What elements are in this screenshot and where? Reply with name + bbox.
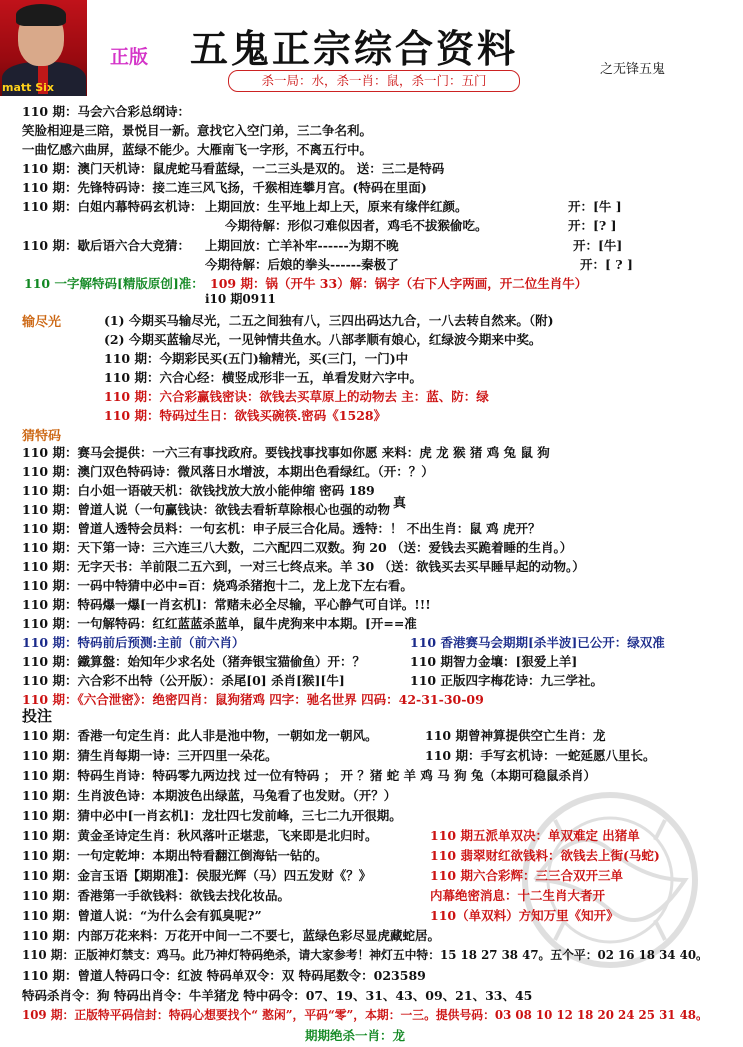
section-label-bet: 投注	[22, 707, 53, 725]
text-line: 110 期：一句定乾坤：本期出特看翻江倒海钻一钻的。	[22, 848, 328, 863]
text-line: 110 期：无字天书：羊前限二五六到，一对三七终点来。羊 30 （送：欲钱买去买早睡早起的动物。）	[22, 559, 585, 574]
section-label-guess: 猜特码	[22, 429, 62, 444]
text-line: (2) 今期买蓝输尽光，一见钟情共鱼水。八部孝顺有娘心，红绿波今期来中奖。	[104, 332, 542, 347]
avatar-watermark: matt Six	[2, 81, 55, 94]
text-line: 110 期：一句解特码：红红蓝蓝杀蓝单，鼠牛虎狗来中本期。[开==准	[22, 616, 417, 631]
text-line: 特码杀肖令：狗 特码出肖令：牛羊猪龙 特中码令：07、19、31、43、09、21、33、45	[22, 988, 533, 1003]
text-line: 110 期：白姐内幕特码玄机诗：	[22, 199, 203, 214]
riddle-answer: 109 期：锅（开牛 33）解：锅字（右下人字两画，开二位生肖牛）	[210, 276, 588, 291]
riddle-label: 110 一字解特码[精版原创]准：	[24, 276, 204, 291]
text-line: 110 期：白小姐一语破天机：欲钱找放大放小能伸缩 密码 189	[22, 483, 375, 498]
text-line: 上期回放：生平地上却上天，原来有缘伴红颜。	[205, 199, 468, 214]
text-line-red: 内幕绝密消息：十二生肖大者开	[430, 888, 606, 903]
text-line-red: 110 期六合彩辉：三三合双开三单	[430, 868, 623, 883]
page-title: 五鬼正宗综合资料	[190, 26, 519, 71]
text-line: 110 期：香港一句定生肖：此人非是池中物，一朝如龙一朝风。	[22, 728, 378, 743]
edition-label: 正版	[110, 46, 149, 68]
text-line: 110 期：金言玉语【期期准】：侯服光辉（马）四五发财《？》	[22, 868, 372, 883]
text-line: 110 期：天下第一诗：三六连三八大数，二六配四二双数。狗 20 （送：爱钱去买跪着睡的生肖。）	[22, 540, 573, 555]
text-line: 110 期：赛马会提供：一六三有事找政府。要钱找事找事如你愿 来料：虎 龙 猴 猪 鸡 兔 鼠 狗	[22, 445, 550, 460]
text-line: 110 期：生肖波色诗：本期波色出绿蓝，马兔看了也发财。（开？）	[22, 788, 397, 803]
text-line-red: 110 期五派单双决：单双难定 出猪单	[430, 828, 640, 843]
page-subtitle: 之无锋五鬼	[600, 62, 666, 77]
text-line: 110 期智力金壤：[狠爱上羊]	[410, 654, 578, 669]
text-line: 110 期：内部万花来料：万花开中间一二不要七，蓝绿色彩尽显虎藏蛇居。	[22, 928, 440, 943]
text-line: 110 期：曾道人说（一句赢钱诀：欲钱去看斩草除根心也强的动物	[22, 502, 390, 517]
avatar-hair	[16, 4, 66, 26]
text-line: 开：[牛 ]	[568, 199, 622, 214]
text-line: 110 期：澳门天机诗：鼠虎蛇马看蓝绿，一二三头是双的。 送：三二是特码	[22, 161, 445, 176]
text-line: 110 期：特码生肖诗：特码零九两边找 过一位有特码 ； 开 ？猪 蛇 羊 鸡 马 狗 兔（本期可稳鼠杀肖）	[22, 768, 596, 783]
text-line: 110 期：歇后语六合大竞猜：	[22, 238, 190, 253]
text-line: 110 期：六合彩不出特（公开版）：杀尾[0] 杀肖[猴][牛]	[22, 673, 345, 688]
text-line: (1) 今期买马输尽光，二五之间独有八，三四出码达九合，一八去转自然来。（附)	[104, 313, 554, 328]
text-line-red: 110 翡翠财红欲钱料：欲钱去上街(马蛇)	[430, 848, 660, 863]
section-label-lose: 输尽光	[22, 315, 62, 330]
text-line: 110 期：曾道人说：“为什么会有狐臭呢?”	[22, 908, 262, 923]
text-line-blue: 110 香港赛马会期期[杀半波]已公开：绿双准	[410, 635, 665, 650]
text-line: 110 期：马会六合彩总纲诗：	[22, 104, 190, 119]
text-line: 110 期：正版神灯禁支：鸡马。此乃神灯特码绝杀，请大家参考！神灯五中特：15 18 27 38 47。五个平：02 16 18 34 40。	[22, 948, 708, 962]
text-line: 110 正版四字梅花诗：九三学社。	[410, 673, 603, 688]
text-line: 110 期：先锋特码诗：接二连三风飞扬，千猴相连攀月宫。(特码在里面)	[22, 180, 427, 195]
text-line-green: 期期绝杀一肖：龙	[305, 1028, 406, 1043]
kill-summary-box: 杀一局：水，杀一肖：鼠，杀一门：五门	[228, 70, 520, 92]
text-line: 一曲忆感六曲屏，蓝绿不能少。大雁南飞一字形，不离五行中。	[22, 142, 373, 157]
text-line: 110 期：澳门双色特码诗：微风落日水增波，本期出色看绿红。（开：？）	[22, 464, 434, 479]
text-line: 110 期：黄金圣诗定生肖：秋风落叶正堪悲，飞来即是北归时。	[22, 828, 378, 843]
text-line: 开：[? ]	[568, 218, 617, 233]
text-line: 110 期：六合心经：横竖成形非一五，单看发财六字中。	[104, 370, 422, 385]
text-line: 上期回放：亡羊补牢------为期不晚	[205, 238, 399, 253]
text-line: 110 期：曾道人特码口令：红波 特码单双令：双 特码尾数令：023589	[22, 968, 426, 983]
text-line: 110 期：曾道人透特会员料：一句玄机：申子辰三合化局。透特：！ 不出生肖：鼠 鸡 虎开？	[22, 521, 541, 536]
text-line: 开：[牛]	[573, 238, 623, 253]
text-line-red: 110 期：六合彩赢钱密诀：欲钱去买草原上的动物去 主：蓝、防：绿	[104, 389, 489, 404]
text-line: 110 期：一码中特猜中必中=百：烧鸡杀猪抱十二，龙上龙下左右看。	[22, 578, 413, 593]
text-line-red: 109 期：正版特平码信封：特码心想要找个“ 憨闲”，平码“零”，本期：一三。提供号码：03 08 10 12 18 20 24 25 31 48。	[22, 1008, 708, 1022]
text-line: 110 期：香港第一手欲钱料：欲钱去找化妆品。	[22, 888, 290, 903]
text-line: 今期待解：后娘的拳头------秦极了	[205, 257, 399, 272]
text-line: 110 期：特码爆一爆[一肖玄机]：常赌未必全尽输，平心静气可自详。!!!	[22, 597, 431, 612]
header-avatar	[0, 0, 87, 96]
text-line: 今期待解：形似刁难似因者，鸡毛不拔猴偷吃。	[225, 218, 488, 233]
marker-text: 真	[393, 496, 407, 511]
text-line: 110 期：猜生肖每期一诗：三开四里一朵花。	[22, 748, 278, 763]
text-line-red: 110（单双料）方知万里《知开》	[430, 908, 619, 923]
text-line: 110 期：鐵算盤：始知年少求名处（猪奔银宝猫偷鱼）开：？	[22, 654, 365, 669]
text-line: 笑脸相迎是三陪，景悦目一新。意找它入空门弟，三二争名利。	[22, 123, 373, 138]
text-line-red: 110 期：《六合泄密》：绝密四肖：鼠狗猪鸡 四字：驰名世界 四码：42-31-30-09	[22, 692, 484, 707]
text-line: 开：[ ? ]	[580, 257, 633, 272]
text-line: 110 期曾神算提供空亡生肖：龙	[425, 728, 606, 743]
text-line-blue: 110 期：特码前后预测:主前（前六肖）	[22, 635, 245, 650]
text-line-red: 110 期：特码过生日：欲钱买碗筷.密码《1528》	[104, 408, 387, 423]
text-line: 110 期：猜中必中[一肖玄机]：龙壮四七发前峰，三七二九开很期。	[22, 808, 402, 823]
text-line: 110 期：手写玄机诗：一蛇延愿八里长。	[425, 748, 656, 763]
text-line: 110 期：今期彩民买(五门)输精光，买(三门，一门)中	[104, 351, 409, 366]
riddle-small: i10 期0911	[205, 292, 276, 306]
